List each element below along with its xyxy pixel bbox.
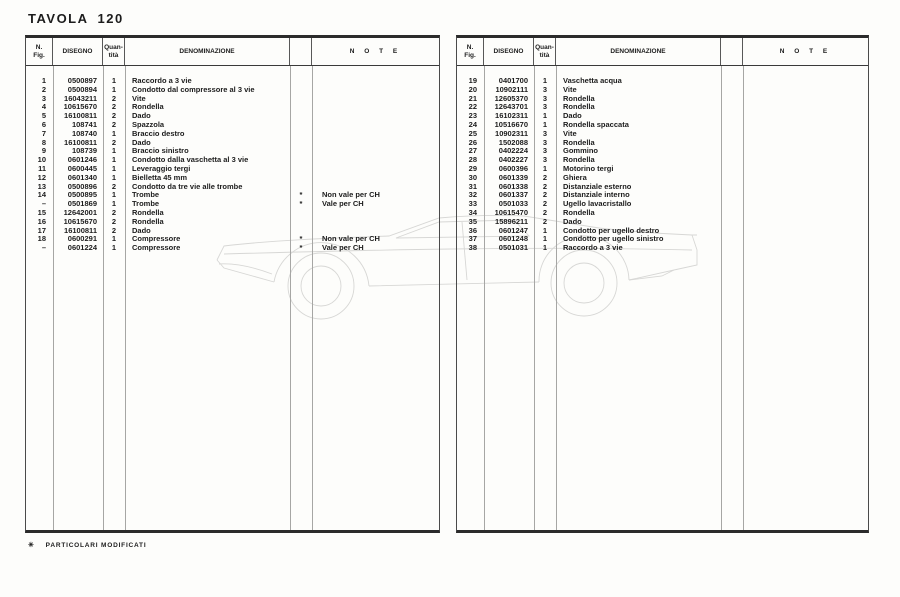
quantity: 2 (111, 93, 117, 103)
note-asterisk (290, 121, 312, 130)
note-asterisk (721, 183, 743, 192)
note-text: Vale per CH (322, 199, 364, 209)
note-asterisk (721, 218, 743, 227)
quantity: 2 (542, 181, 548, 191)
drawing-number: 12643701 (494, 102, 528, 112)
note-text (312, 86, 439, 95)
note-asterisk (721, 103, 743, 112)
note-asterisk (721, 235, 743, 244)
fig-number: 3 (41, 93, 46, 103)
denomination: Distanziale interno (563, 190, 630, 200)
denomination: Rondella (563, 155, 595, 165)
quantity: 1 (111, 172, 117, 182)
denomination: Vite (563, 128, 577, 138)
note-text (312, 139, 439, 148)
denomination: Rondella (132, 102, 164, 112)
note-text (743, 130, 868, 139)
drawing-number: 0402227 (498, 155, 528, 165)
quantity: 2 (542, 172, 548, 182)
fig-number: 10 (37, 155, 46, 165)
fig-number: 31 (468, 181, 477, 191)
quantity: 2 (111, 181, 117, 191)
note-text (743, 121, 868, 130)
drawing-number: 0501869 (67, 199, 97, 209)
note-asterisk: * (299, 199, 303, 209)
fig-number: 17 (37, 225, 46, 235)
fig-number: – (41, 199, 46, 209)
denomination: Bielletta 45 mm (132, 172, 188, 182)
drawing-number: 16100811 (64, 137, 97, 147)
note-asterisk (290, 174, 312, 183)
header-quantita-line1: Quan- (104, 44, 123, 51)
note-text (743, 77, 868, 86)
drawing-number: 16102311 (495, 111, 528, 121)
fig-number: 11 (38, 163, 46, 173)
note-text (312, 218, 439, 227)
note-asterisk: * (299, 234, 303, 244)
denomination: Raccordo a 3 vie (563, 243, 623, 253)
header-disegno-label: DISEGNO (62, 48, 93, 55)
header-disegno-label: DISEGNO (493, 48, 524, 55)
quantity: 2 (542, 190, 548, 200)
fig-number: 18 (37, 234, 46, 244)
drawing-number: 0500896 (67, 181, 97, 191)
drawing-number: 0500895 (67, 190, 97, 200)
table-rows (457, 66, 868, 253)
denomination: Ugello lavacristallo (563, 199, 632, 209)
drawing-number: 0401700 (498, 76, 528, 85)
header-quantita-line2: tità (539, 52, 550, 59)
note-text: Non vale per CH (322, 234, 380, 244)
quantity: 3 (542, 146, 548, 156)
fig-number: 33 (468, 199, 477, 209)
denomination: Rondella (132, 207, 164, 217)
fig-number: 36 (468, 225, 477, 235)
fig-number: 22 (468, 102, 477, 112)
note-asterisk (721, 244, 743, 253)
header-denominazione-label: DENOMINAZIONE (610, 48, 666, 55)
drawing-number: 0501031 (498, 243, 528, 253)
drawing-number: 10902111 (495, 84, 528, 94)
footnote (28, 541, 146, 549)
header-denominazione (125, 38, 290, 65)
drawing-number: 0600291 (67, 234, 97, 244)
table-body (457, 66, 868, 530)
header-quantita (103, 38, 125, 65)
drawing-number: 12605370 (494, 93, 528, 103)
note-text (743, 244, 868, 253)
note-text (312, 95, 439, 104)
drawing-number: 16100811 (64, 111, 97, 121)
table-header (26, 38, 439, 66)
note-asterisk (721, 121, 743, 130)
drawing-number: 16100811 (64, 225, 97, 235)
drawing-number: 1502088 (498, 137, 528, 147)
header-note (743, 38, 868, 65)
quantity: 3 (542, 93, 548, 103)
header-fig-line2: Fig. (33, 52, 45, 59)
header-note (312, 38, 439, 65)
drawing-number: 0600445 (67, 163, 97, 173)
denomination: Dado (132, 137, 151, 147)
header-asterisk-column (721, 38, 743, 65)
note-text (743, 139, 868, 148)
drawing-number: 108739 (71, 146, 97, 156)
drawing-number: 10615670 (63, 102, 97, 112)
note-asterisk (290, 165, 312, 174)
drawing-number: 108741 (71, 119, 97, 129)
quantity: 3 (542, 128, 548, 138)
denomination: Rondella (563, 102, 595, 112)
fig-number: 4 (41, 102, 46, 112)
denomination: Motorino tergi (563, 163, 614, 173)
note-text (312, 121, 439, 130)
fig-number: 2 (41, 84, 46, 94)
fig-number: 37 (468, 234, 477, 244)
note-asterisk (721, 112, 743, 121)
drawing-number: 0501033 (498, 199, 528, 209)
denomination: Condotto per ugello destro (563, 225, 660, 235)
drawing-number: 0601340 (67, 172, 97, 182)
note-asterisk (290, 95, 312, 104)
quantity: 3 (542, 155, 548, 165)
note-asterisk: * (299, 190, 303, 200)
note-text (743, 95, 868, 104)
quantity: 2 (111, 119, 117, 129)
quantity: 1 (111, 199, 117, 209)
denomination: Rondella (563, 207, 595, 217)
note-asterisk (721, 165, 743, 174)
note-text (743, 86, 868, 95)
denomination: Ghiera (563, 172, 587, 182)
note-text (312, 165, 439, 174)
quantity: 1 (542, 234, 548, 244)
quantity: 3 (542, 84, 548, 94)
fig-number: 15 (37, 207, 46, 217)
drawing-number: 0600396 (498, 163, 528, 173)
denomination: Vite (563, 84, 577, 94)
note-text (312, 156, 439, 165)
denomination: Braccio destro (132, 128, 185, 138)
note-text (743, 227, 868, 236)
note-asterisk (290, 139, 312, 148)
drawing-number: 16043211 (64, 93, 97, 103)
drawing-number: 0500894 (67, 84, 97, 94)
denomination: Condotto da tre vie alle trombe (132, 181, 243, 191)
quantity: 1 (542, 76, 548, 85)
header-note-label: N O T E (779, 48, 832, 55)
note-text (743, 200, 868, 209)
drawing-number: 0601248 (498, 234, 528, 244)
note-asterisk (290, 209, 312, 218)
note-text (743, 209, 868, 218)
denomination: Rondella (563, 93, 595, 103)
quantity: 1 (111, 234, 117, 244)
fig-number: 19 (468, 76, 477, 85)
drawing-number: 10516670 (494, 119, 528, 129)
denomination: Trombe (132, 199, 160, 209)
quantity: 1 (111, 146, 117, 156)
fig-number: 25 (468, 128, 477, 138)
header-denominazione-label: DENOMINAZIONE (179, 48, 235, 55)
denomination: Compressore (132, 234, 181, 244)
note-text (312, 103, 439, 112)
fig-number: 23 (468, 111, 477, 121)
fig-number: 12 (37, 172, 46, 182)
quantity: 2 (542, 207, 548, 217)
header-denominazione (556, 38, 721, 65)
parts-table-left (25, 35, 440, 533)
note-text (743, 156, 868, 165)
header-fig (26, 38, 53, 65)
note-text (743, 174, 868, 183)
quantity: 2 (111, 111, 117, 121)
drawing-number: 0500897 (67, 76, 97, 85)
header-disegno (53, 38, 103, 65)
fig-number: 9 (41, 146, 46, 156)
note-asterisk (721, 191, 743, 200)
fig-number: 32 (468, 190, 477, 200)
note-asterisk (290, 147, 312, 156)
note-text (743, 183, 868, 192)
denomination: Rondella spaccata (563, 119, 629, 129)
note-text (312, 147, 439, 156)
quantity: 2 (111, 137, 117, 147)
note-asterisk (721, 147, 743, 156)
note-text (312, 112, 439, 121)
drawing-number: 0601247 (498, 225, 528, 235)
denomination: Vaschetta acqua (563, 76, 622, 85)
drawing-number: 0601338 (498, 181, 528, 191)
header-fig-line1: N. (466, 44, 474, 51)
header-quantita-line1: Quan- (535, 44, 554, 51)
fig-number: 24 (468, 119, 477, 129)
note-asterisk: * (299, 243, 303, 253)
note-asterisk (721, 95, 743, 104)
drawing-number: 12642001 (63, 207, 97, 217)
quantity: 1 (542, 111, 548, 121)
denomination: Condotto dalla vaschetta al 3 vie (132, 155, 249, 165)
denomination: Distanziale esterno (563, 181, 632, 191)
fig-number: 27 (468, 146, 477, 156)
fig-number: 21 (468, 93, 477, 103)
denomination: Dado (563, 111, 582, 121)
denomination: Condotto per ugello sinistro (563, 234, 664, 244)
footnote-text: PARTICOLARI MODIFICATI (45, 542, 147, 549)
fig-number: 26 (468, 137, 477, 147)
note-asterisk (721, 130, 743, 139)
fig-number: 34 (468, 207, 477, 217)
drawing-number: 108740 (71, 128, 97, 138)
drawing-number: 10902311 (495, 128, 528, 138)
note-asterisk (290, 156, 312, 165)
fig-number: 1 (41, 76, 46, 85)
note-asterisk (721, 86, 743, 95)
fig-number: 30 (468, 172, 477, 182)
note-text (312, 77, 439, 86)
header-quantita (534, 38, 556, 65)
denomination: Compressore (132, 243, 181, 253)
table-row (26, 244, 439, 253)
header-fig-line1: N. (35, 44, 43, 51)
denomination: Spazzola (132, 119, 165, 129)
page-title (28, 11, 124, 26)
denomination: Condotto dal compressore al 3 vie (132, 84, 255, 94)
note-text (743, 191, 868, 200)
note-text (743, 112, 868, 121)
header-fig (457, 38, 484, 65)
fig-number: 28 (468, 155, 477, 165)
denomination: Dado (563, 216, 582, 226)
note-asterisk (290, 130, 312, 139)
quantity: 3 (542, 137, 548, 147)
fig-number: 6 (41, 119, 46, 129)
note-asterisk (721, 139, 743, 148)
fig-number: 29 (468, 163, 477, 173)
table-rows (26, 66, 439, 253)
note-asterisk (721, 227, 743, 236)
page-title-label: TAVOLA (28, 11, 89, 26)
note-asterisk (721, 174, 743, 183)
header-disegno (484, 38, 534, 65)
fig-number: 14 (37, 190, 46, 200)
quantity: 1 (111, 128, 117, 138)
quantity: 2 (111, 216, 117, 226)
page-title-number: 120 (97, 11, 124, 26)
quantity: 1 (111, 243, 117, 253)
fig-number: 38 (468, 243, 477, 253)
note-asterisk (721, 209, 743, 218)
denomination: Dado (132, 111, 151, 121)
quantity: 1 (111, 190, 117, 200)
note-text (743, 235, 868, 244)
quantity: 1 (542, 163, 548, 173)
denomination: Gommino (563, 146, 598, 156)
denomination: Dado (132, 225, 151, 235)
quantity: 1 (111, 76, 117, 85)
asterisk-icon: ✳ (28, 542, 35, 549)
note-text (743, 165, 868, 174)
quantity: 1 (542, 119, 548, 129)
quantity: 2 (542, 216, 548, 226)
denomination: Vite (132, 93, 146, 103)
note-text (312, 174, 439, 183)
quantity: 2 (111, 225, 117, 235)
parts-table-right (456, 35, 869, 533)
header-fig-line2: Fig. (464, 52, 476, 59)
quantity: 1 (542, 225, 548, 235)
fig-number: – (41, 243, 46, 253)
note-asterisk (290, 86, 312, 95)
drawing-number: 0402224 (498, 146, 528, 156)
note-text (743, 147, 868, 156)
note-text (312, 130, 439, 139)
denomination: Braccio sinistro (132, 146, 189, 156)
note-asterisk (721, 156, 743, 165)
note-asterisk (290, 77, 312, 86)
drawing-number: 0601224 (67, 243, 97, 253)
header-asterisk-column (290, 38, 312, 65)
table-body (26, 66, 439, 530)
fig-number: 16 (37, 216, 46, 226)
fig-number: 13 (37, 181, 46, 191)
note-asterisk (290, 218, 312, 227)
quantity: 2 (542, 199, 548, 209)
note-asterisk (721, 77, 743, 86)
header-quantita-line2: tità (108, 52, 119, 59)
note-text: Non vale per CH (322, 190, 380, 200)
table-row (457, 244, 868, 253)
quantity: 1 (111, 155, 117, 165)
drawing-number: 0601339 (498, 172, 528, 182)
fig-number: 8 (41, 137, 46, 147)
fig-number: 5 (41, 111, 46, 121)
note-text (743, 103, 868, 112)
fig-number: 20 (468, 84, 477, 94)
note-asterisk (721, 200, 743, 209)
denomination: Leveraggio tergi (132, 163, 191, 173)
quantity: 1 (542, 243, 548, 253)
fig-number: 35 (468, 216, 477, 226)
denomination: Rondella (132, 216, 164, 226)
quantity: 1 (111, 84, 117, 94)
denomination: Raccordo a 3 vie (132, 76, 192, 85)
table-header (457, 38, 868, 66)
quantity: 2 (111, 207, 117, 217)
drawing-number: 15896211 (495, 216, 528, 226)
drawing-number: 0601337 (498, 190, 528, 200)
quantity: 3 (542, 102, 548, 112)
drawing-number: 10615670 (63, 216, 97, 226)
note-text: Vale per CH (322, 243, 364, 253)
note-asterisk (290, 112, 312, 121)
quantity: 1 (111, 163, 117, 173)
denomination: Rondella (563, 137, 595, 147)
fig-number: 7 (41, 128, 46, 138)
note-text (312, 209, 439, 218)
quantity: 2 (111, 102, 117, 112)
note-text (743, 218, 868, 227)
note-asterisk (290, 103, 312, 112)
denomination: Trombe (132, 190, 160, 200)
drawing-number: 10615470 (494, 207, 528, 217)
header-note-label: N O T E (349, 48, 402, 55)
drawing-number: 0601246 (67, 155, 97, 165)
